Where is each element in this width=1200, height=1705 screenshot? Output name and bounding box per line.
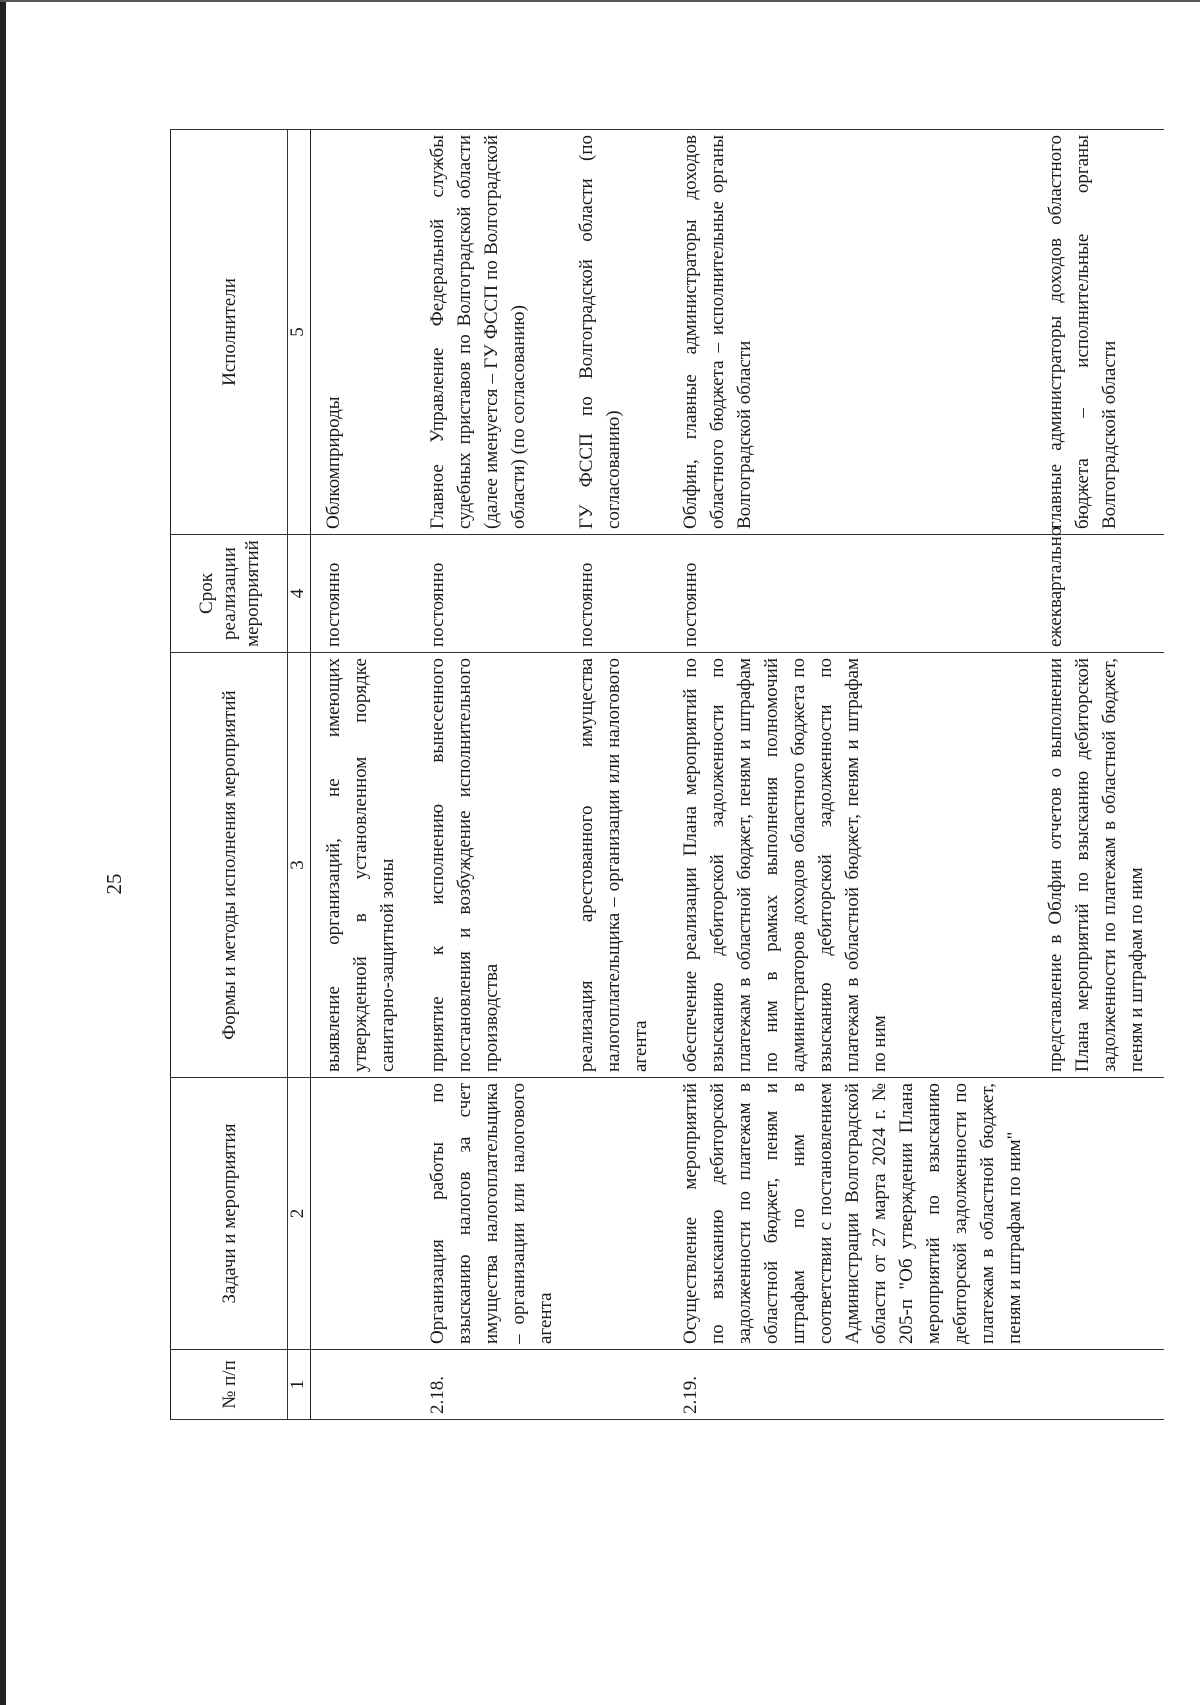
row-term: постоянно — [668, 535, 1042, 653]
table-row — [668, 130, 1042, 1420]
header-forms-methods: Формы и методы исполнения мероприятий — [171, 653, 288, 1078]
row-term: постоянно — [573, 535, 668, 653]
row-form: обеспечение реализации Плана мероприятий по взысканию дебиторской задолженности по платежам в областной бюджет, пеням и штрафам по ним в рамках выполнения полномочий администраторов доходов областного бюджета по взысканию дебиторской задолженности по платежам в областной бюджет, пеням и штрафам по ним — [668, 653, 1042, 1078]
column-number: 3 — [288, 653, 311, 1078]
measures-table — [170, 129, 1164, 1420]
row-executors: ГУ ФССП по Волгоградской области (по согласованию) — [573, 130, 668, 535]
row-task: Организация работы по взысканию налогов за счет имущества налогоплательщика – организации или налогового агента — [415, 1078, 573, 1350]
row-form: реализация арестованного имущества налогоплательщика – организации или налогового агента — [573, 653, 668, 1078]
row-task — [1042, 1078, 1164, 1350]
row-term: постоянно — [415, 535, 573, 653]
table-row — [311, 130, 416, 1420]
row-executors: Облфин, главные администраторы доходов областного бюджета – исполнительные органы Волгоградской области — [668, 130, 1042, 535]
row-term: ежеквартально — [1042, 535, 1164, 653]
column-number: 1 — [288, 1350, 311, 1420]
scan-left-edge — [0, 0, 6, 1705]
table-row — [1042, 130, 1164, 1420]
row-executors: главные администраторы доходов областного бюджета – исполнительные органы Волгоградской области — [1042, 130, 1164, 535]
row-form: принятие к исполнению вынесенного постановления и возбуждение исполнительного производства — [415, 653, 573, 1078]
column-number: 5 — [288, 130, 311, 535]
row-number — [573, 1350, 668, 1420]
column-number: 4 — [288, 535, 311, 653]
rotated-page-content — [170, 130, 1147, 1420]
page-number: 25 — [102, 873, 126, 895]
row-number: 2.19. — [668, 1350, 1042, 1420]
row-form: представление в Облфин отчетов о выполнении Плана мероприятий по взысканию дебиторской задолженности по платежам в областной бюджет, пеням и штрафам по ним — [1042, 653, 1164, 1078]
row-form: выявление организаций, не имеющих утвержденной в установленном порядке санитарно-защитной зоны — [311, 653, 416, 1078]
row-number — [311, 1350, 416, 1420]
column-number: 2 — [288, 1078, 311, 1350]
row-number — [1042, 1350, 1164, 1420]
row-task: Осуществление мероприятий по взысканию дебиторской задолженности по платежам в областной бюджет, пеням и штрафам по ним в соответствии с постановлением Администрации Волгоградской области от 27 марта 2024 г. № 205-п "Об утверждении Плана мероприятий по взысканию дебиторской задолженности по платежам в областной бюджет, пеням и штрафам по ним" — [668, 1078, 1042, 1350]
row-term: постоянно — [311, 535, 416, 653]
header-number: № п/п — [171, 1350, 288, 1420]
header-executors: Исполнители — [171, 130, 288, 535]
table-row — [415, 130, 573, 1420]
row-task — [311, 1078, 416, 1350]
table-row — [573, 130, 668, 1420]
row-executors: Облкомприроды — [311, 130, 416, 535]
header-tasks: Задачи и мероприятия — [171, 1078, 288, 1350]
column-numbers-row — [288, 130, 311, 1420]
header-term: Срок реализации мероприятий — [171, 535, 288, 653]
row-executors: Главное Управление Федеральной службы судебных приставов по Волгоградской области (далее именуется – ГУ ФССП по Волгоградской области) (по согласованию) — [415, 130, 573, 535]
scan-top-edge — [0, 0, 1200, 2]
row-task — [573, 1078, 668, 1350]
table-header-row — [171, 130, 288, 1420]
row-number: 2.18. — [415, 1350, 573, 1420]
